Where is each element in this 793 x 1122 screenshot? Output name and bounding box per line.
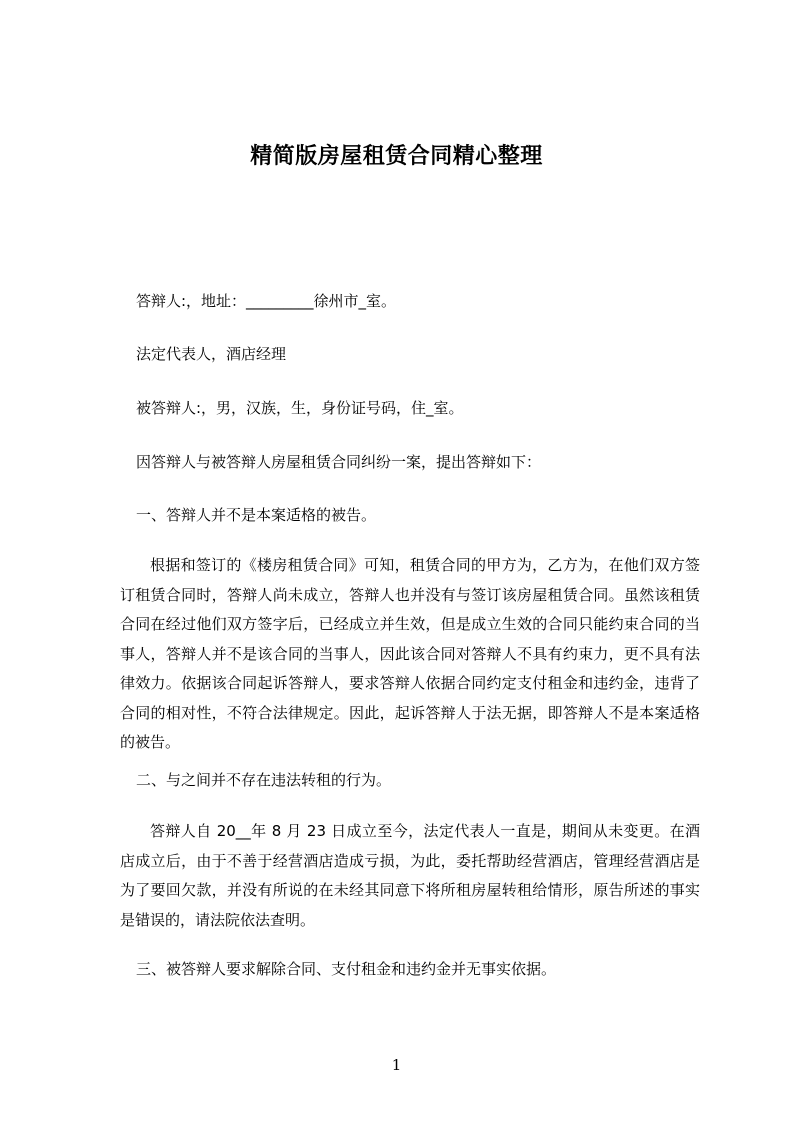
page-number: 1 bbox=[391, 1056, 402, 1074]
section-body-2: 答辩人自 20__年 8 月 23 日成立至今，法定代表人一直是，期间从未变更。在酒店成立后，由于不善于经营酒店造成亏损，为此，委托帮助经营酒店，管理经营酒店是为了要回欠款，并没有所说的在未经其同意下将所租房屋转租给情形，原告所述的事实是错误的，请法院依法查明。 bbox=[120, 822, 700, 929]
section-heading-1: 一、答辩人并不是本案适格的被告。 bbox=[136, 506, 377, 524]
section-heading-3: 三、被答辩人要求解除合同、支付租金和违约金并无事实依据。 bbox=[136, 960, 557, 978]
respondent-line: 答辩人:，地址：_________徐州市_室。 bbox=[136, 292, 397, 310]
claimant-line: 被答辩人:，男，汉族，生，身份证号码，住_室。 bbox=[136, 399, 464, 417]
legal-representative-line: 法定代表人，酒店经理 bbox=[136, 345, 287, 363]
section-heading-2: 二、与之间并不存在违法转租的行为。 bbox=[136, 771, 392, 789]
intro-line: 因答辩人与被答辩人房屋租赁合同纠纷一案，提出答辩如下： bbox=[136, 453, 542, 471]
document-title: 精简版房屋租赁合同精心整理 bbox=[250, 144, 543, 169]
section-body-1: 根据和签订的《楼房租赁合同》可知，租赁合同的甲方为，乙方为，在他们双方签订租赁合同时，答辩人尚未成立，答辩人也并没有与签订该房屋租赁合同。虽然该租赁合同在经过他们双方签字后，已经成立并生效，但是成立生效的合同只能约束合同的当事人，答辩人并不是该合同的当事人，因此该合同对答辩人不具有约束力，更不具有法律效力。依据该合同起诉答辩人，要求答辩人依据合同约定支付租金和违约金，违背了合同的相对性，不符合法律规定。因此，起诉答辩人于法无据，即答辩人不是本案适格的被告。 bbox=[120, 556, 700, 751]
